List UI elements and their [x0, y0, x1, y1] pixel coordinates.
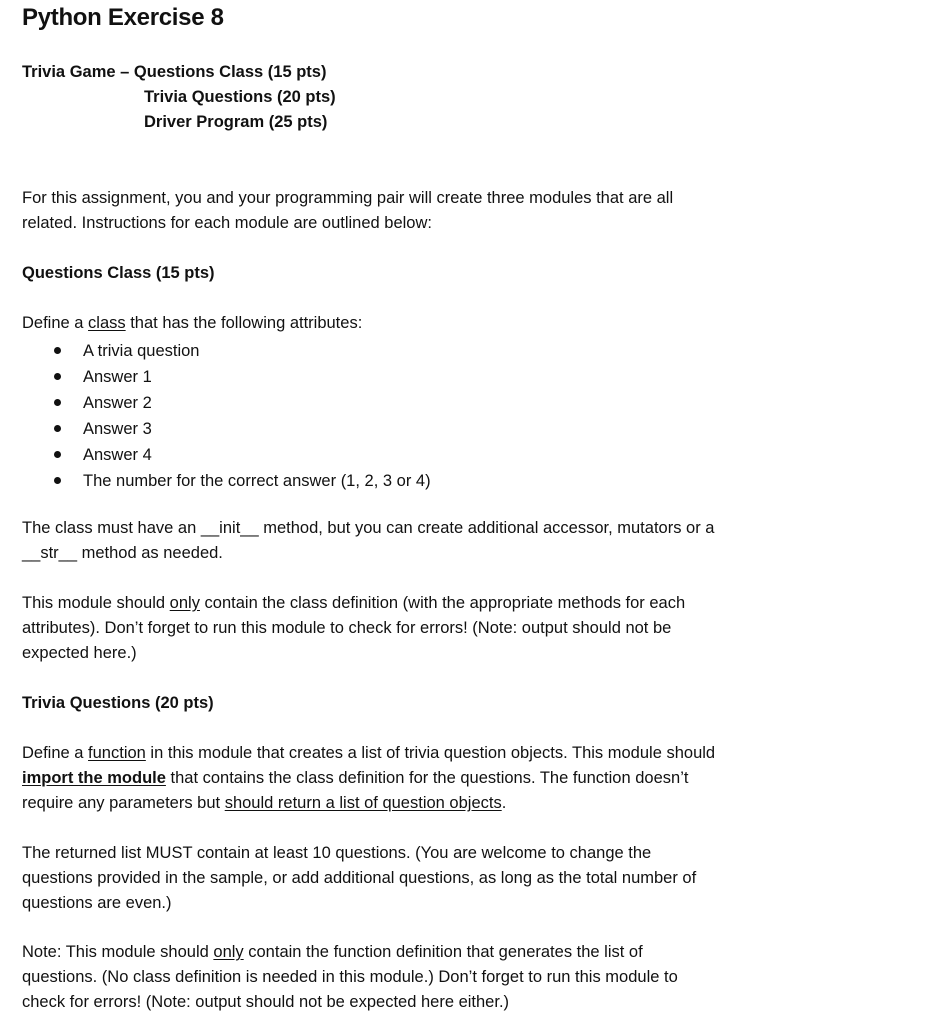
emphasis-only: only [169, 594, 200, 612]
list-item [22, 338, 431, 364]
function-definition-paragraph [22, 741, 922, 816]
text-fragment: contain the function definition that generates the list of [243, 943, 643, 961]
text-fragment: Define a [22, 744, 89, 762]
bullet-icon [54, 373, 61, 380]
paragraph-line: The class must have an __init__ method, but you can create additional accessor, mutators or a [22, 519, 715, 537]
bullet-icon [54, 425, 61, 432]
list-item [22, 390, 431, 416]
list-item-text: Answer 4 [83, 446, 152, 464]
list-item-text: A trivia question [83, 342, 200, 360]
class-module-note [22, 591, 922, 666]
text-fragment: that has the following attributes: [125, 314, 363, 332]
text-fragment: contain the class definition (with the appropriate methods for each [199, 594, 686, 612]
text-fragment: Define a [22, 314, 89, 332]
list-item-text: Answer 2 [83, 394, 152, 412]
paragraph-line: check for errors! (Note: output should not be expected here either.) [22, 993, 510, 1011]
bullet-icon [54, 399, 61, 406]
section-heading-questions-class: Questions Class (15 pts) [22, 264, 215, 282]
bullet-icon [54, 477, 61, 484]
intro-paragraph [22, 186, 922, 236]
question-count-paragraph [22, 841, 922, 916]
import-module-emphasis: import the module [22, 769, 166, 787]
section-heading-trivia-questions: Trivia Questions (20 pts) [22, 694, 214, 712]
page-title: Python Exercise 8 [22, 4, 224, 31]
list-item [22, 364, 431, 390]
list-item [22, 416, 431, 442]
text-fragment: in this module that creates a list of trivia question objects. This module should [145, 744, 716, 762]
grading-header-line-1 [22, 63, 326, 82]
paragraph-line: questions. (No class definition is needed in this module.) Don’t forget to run this module to [22, 968, 678, 986]
emphasis-only: only [213, 943, 244, 961]
function-module-note [22, 940, 922, 1015]
function-term: function [88, 744, 146, 762]
paragraph-line: questions are even.) [22, 894, 172, 912]
return-list-emphasis: should return a list of question objects [224, 794, 502, 812]
grading-item: Questions Class (15 pts) [133, 63, 327, 81]
list-item-text: The number for the correct answer (1, 2, 3 or 4) [83, 472, 431, 490]
bullet-icon [54, 347, 61, 354]
attribute-list [22, 338, 431, 494]
paragraph-line: The returned list MUST contain at least 10 questions. (You are welcome to change the [22, 844, 652, 862]
bullet-icon [54, 451, 61, 458]
intro-line: For this assignment, you and your programming pair will create three modules that are all [22, 189, 674, 207]
text-fragment: require any parameters but [22, 794, 225, 812]
grading-item: Trivia Questions (20 pts) [144, 88, 336, 106]
list-item [22, 442, 431, 468]
text-fragment: Note: This module should [22, 943, 214, 961]
list-item [22, 468, 431, 494]
paragraph-line: __str__ method as needed. [22, 544, 223, 562]
text-fragment: . [501, 794, 507, 812]
init-method-paragraph [22, 516, 922, 566]
class-term: class [88, 314, 126, 332]
paragraph-line: expected here.) [22, 644, 137, 662]
intro-line: related. Instructions for each module are outlined below: [22, 214, 432, 232]
paragraph-line: attributes). Don’t forget to run this module to check for errors! (Note: output should not be [22, 619, 672, 637]
class-definition-sentence [22, 311, 922, 336]
paragraph-line: questions provided in the sample, or add additional questions, as long as the total number of [22, 869, 697, 887]
list-item-text: Answer 1 [83, 368, 152, 386]
grading-lead: Trivia Game – [22, 63, 134, 81]
text-fragment: that contains the class definition for the questions. The function doesn’t [165, 769, 689, 787]
list-item-text: Answer 3 [83, 420, 152, 438]
text-fragment: This module should [22, 594, 170, 612]
grading-item: Driver Program (25 pts) [144, 113, 328, 131]
